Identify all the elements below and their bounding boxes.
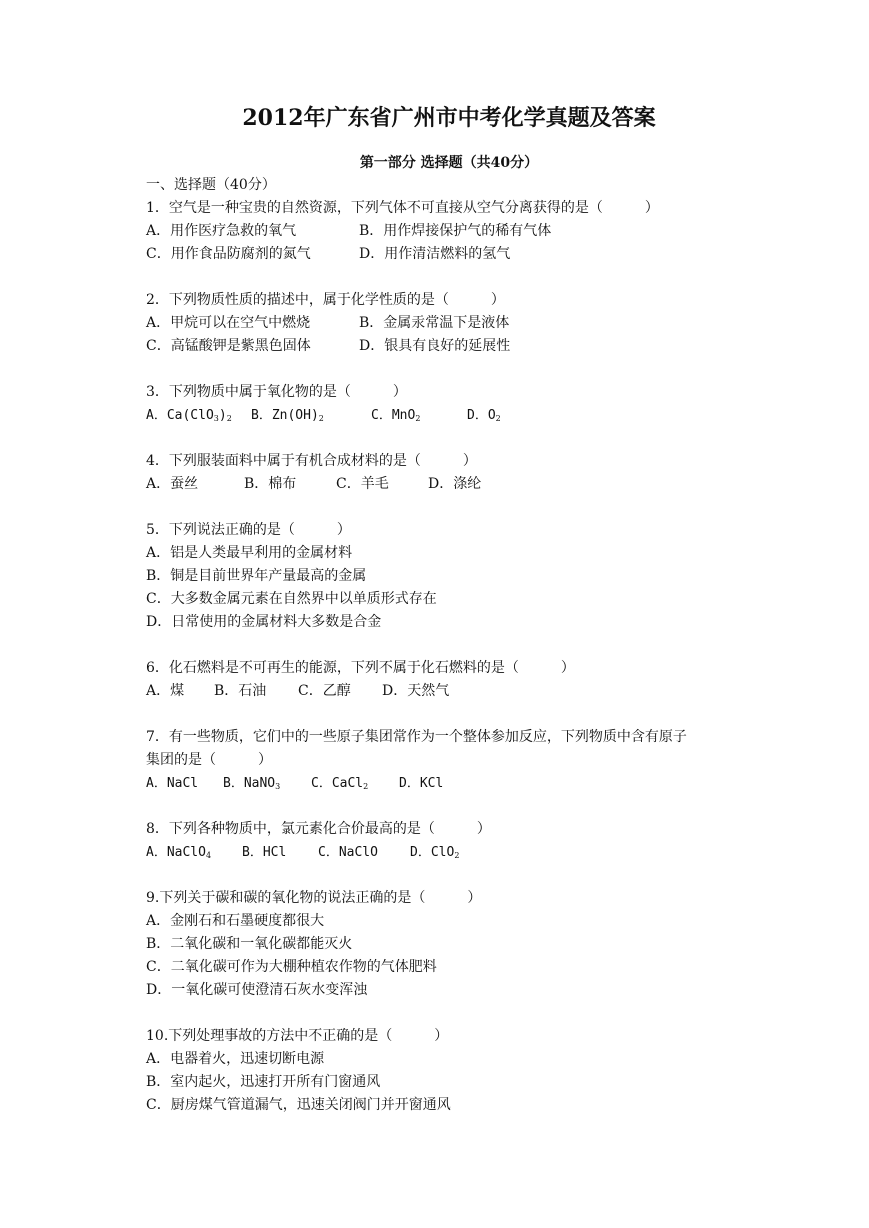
exam-page xyxy=(146,100,766,1117)
option-b: B．用作焊接保护气的稀有气体 xyxy=(359,223,552,239)
question-3-options xyxy=(146,404,766,427)
option-c: C．二氧化碳可作为大棚种植农作物的气体肥料 xyxy=(146,959,437,975)
option-c: C．乙醇 xyxy=(298,683,351,699)
option-b: B．$Zn(OH)_2$ xyxy=(251,408,324,423)
option-a: A．甲烷可以在空气中燃烧 xyxy=(146,315,311,331)
option-a: A．$Ca(ClO_3)_2$ xyxy=(146,408,232,423)
option-a: A．蚕丝 xyxy=(146,476,199,492)
option-c: C．NaClO xyxy=(318,845,378,860)
question-9-stem: 9.下列关于碳和碳的氧化物的说法正确的是（ ） xyxy=(146,890,482,906)
option-d: D．涤纶 xyxy=(428,476,482,492)
question-7-options xyxy=(146,772,766,795)
option-b: B．二氧化碳和一氧化碳都能灭火 xyxy=(146,936,353,952)
question-4-options xyxy=(146,473,766,496)
question-6-stem: 6．化石燃料是不可再生的能源，下列不属于化石燃料的是（ ） xyxy=(146,660,575,676)
option-b: B．室内起火，迅速打开所有门窗通风 xyxy=(146,1074,381,1090)
option-b: B．HCl xyxy=(242,845,287,860)
question-2-options-row1 xyxy=(146,312,766,335)
question-8-stem: 8．下列各种物质中，氯元素化合价最高的是（ ） xyxy=(146,821,491,837)
question-8-options xyxy=(146,841,766,864)
option-b: B．棉布 xyxy=(244,476,297,492)
option-a: A．金刚石和石墨硬度都很大 xyxy=(146,913,325,929)
question-1-options-row1 xyxy=(146,220,766,243)
option-d: D．用作清洁燃料的氢气 xyxy=(359,246,511,262)
option-c: C．大多数金属元素在自然界中以单质形式存在 xyxy=(146,591,437,607)
option-b: B．铜是目前世界年产量最高的金属 xyxy=(146,568,367,584)
option-c: C．CaCl$_2$ xyxy=(311,776,369,791)
option-b: B．金属汞常温下是液体 xyxy=(359,315,510,331)
option-a: A．用作医疗急救的氧气 xyxy=(146,223,297,239)
page-title: 2012年广东省广州市中考化学真题及答案 xyxy=(242,105,656,131)
option-d: D．日常使用的金属材料大多数是合金 xyxy=(146,614,382,630)
option-d: D．$O_2$ xyxy=(467,408,501,423)
option-a: A．铝是人类最早利用的金属材料 xyxy=(146,545,353,561)
question-3-stem: 3．下列物质中属于氧化物的是（ ） xyxy=(146,384,407,400)
question-6-options xyxy=(146,680,766,703)
option-a: A．煤 xyxy=(146,683,185,699)
question-7-stem-cont: 集团的是（ ） xyxy=(146,752,272,768)
option-b: B．石油 xyxy=(214,683,267,699)
option-d: D．KCl xyxy=(399,776,444,791)
option-c: C．厨房煤气管道漏气，迅速关闭阀门并开窗通风 xyxy=(146,1097,451,1113)
option-c: C．羊毛 xyxy=(336,476,389,492)
option-a: A．电器着火，迅速切断电源 xyxy=(146,1051,325,1067)
option-c: C．高锰酸钾是紫黑色固体 xyxy=(146,338,311,354)
option-c: C．用作食品防腐剂的氮气 xyxy=(146,246,311,262)
part-heading: 第一部分 选择题（共40分） xyxy=(359,155,539,171)
option-b: B．NaNO$_3$ xyxy=(223,776,281,791)
option-d: D．一氧化碳可使澄清石灰水变浑浊 xyxy=(146,982,368,998)
question-2-options-row2 xyxy=(146,335,766,358)
question-10-stem: 10.下列处理事故的方法中不正确的是（ ） xyxy=(146,1028,449,1044)
question-1-stem: 1．空气是一种宝贵的自然资源，下列气体不可直接从空气分离获得的是（ ） xyxy=(146,200,659,216)
option-c: C．MnO$_2$ xyxy=(371,408,421,423)
question-7-stem: 7．有一些物质，它们中的一些原子集团常作为一个整体参加反应，下列物质中含有原子 xyxy=(146,729,687,745)
question-5-stem: 5．下列说法正确的是（ ） xyxy=(146,522,351,538)
option-d: D．天然气 xyxy=(382,683,450,699)
question-4-stem: 4．下列服装面料中属于有机合成材料的是（ ） xyxy=(146,453,477,469)
option-d: D．银具有良好的延展性 xyxy=(359,338,511,354)
option-a: A．NaClO$_4$ xyxy=(146,845,212,860)
question-1-options-row2 xyxy=(146,243,766,266)
option-a: A．NaCl xyxy=(146,776,199,791)
section-heading: 一、选择题（40分） xyxy=(146,177,276,193)
question-2-stem: 2．下列物质性质的描述中，属于化学性质的是（ ） xyxy=(146,292,505,308)
option-d: D．ClO$_2$ xyxy=(410,845,460,860)
